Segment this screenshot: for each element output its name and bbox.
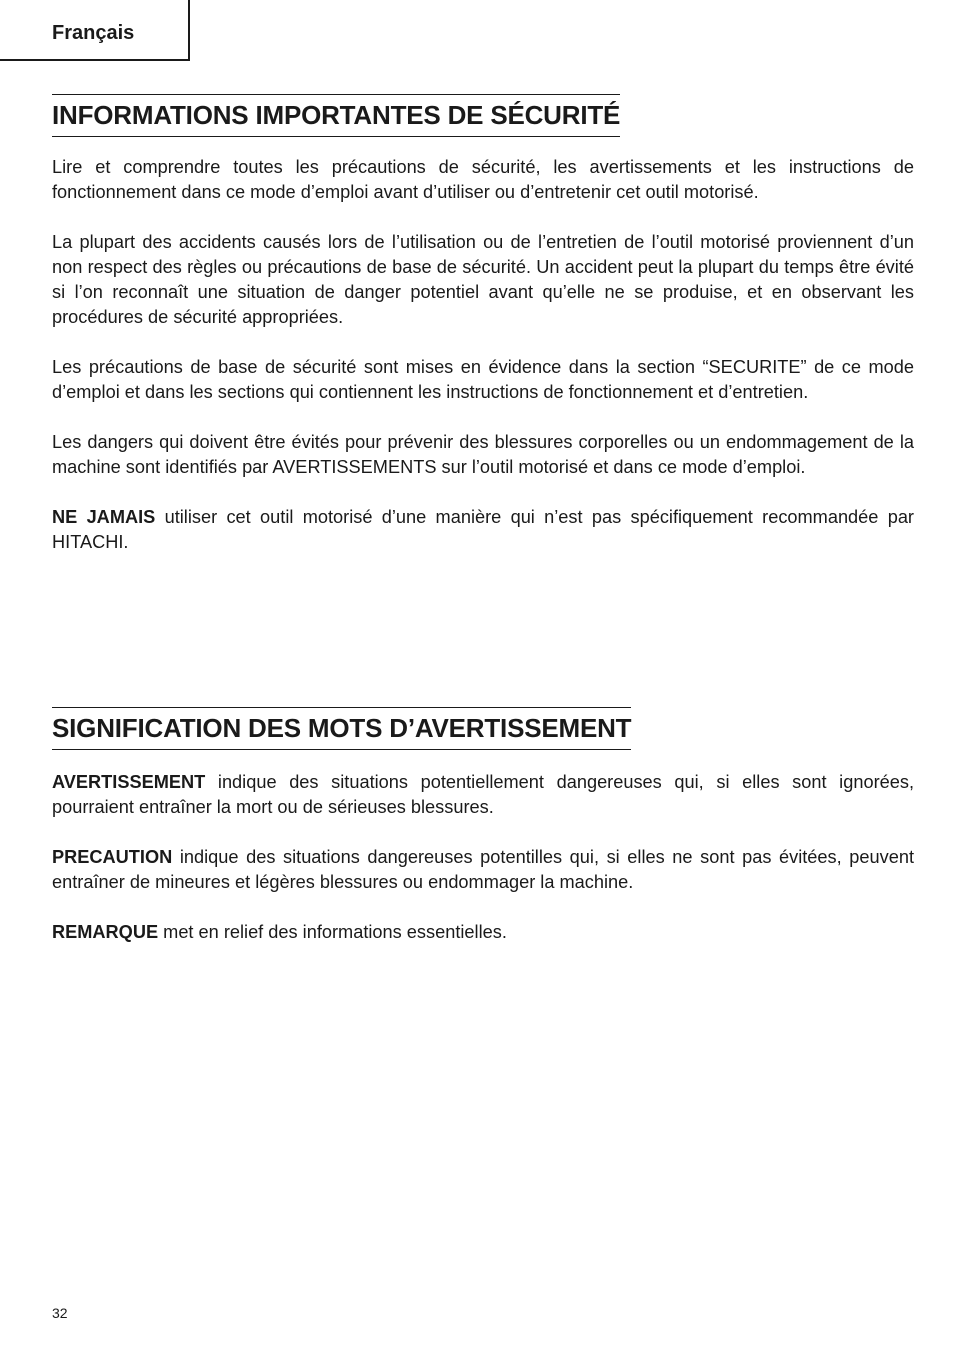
caution-term: PRECAUTION bbox=[52, 847, 173, 867]
caution-definition bbox=[52, 845, 914, 895]
signal-words-section bbox=[52, 707, 914, 945]
note-definition bbox=[52, 920, 914, 945]
language-label: Français bbox=[52, 22, 135, 44]
safety-section-body bbox=[52, 155, 914, 555]
note-term: REMARQUE bbox=[52, 922, 159, 942]
safety-paragraph-2: La plupart des accidents causés lors de l’utilisation ou de l’entretien de l’outil motorisé proviennent d’un non respect des règles ou précautions de base de sécurité. Un accident peut la plupart du temps être évité si l’on reconnaît une situation de danger potentiel avant qu’elle ne se produise, et en observant les procédures de sécurité appropriées. bbox=[52, 232, 914, 327]
never-text: utiliser cet outil motorisé d’une manière qui n’est pas spécifiquement recommandée par HITACHI. bbox=[52, 507, 914, 552]
safety-information-section bbox=[52, 94, 914, 555]
caution-text: indique des situations dangereuses potentilles qui, si elles ne sont pas évitées, peuvent entraîner de mineures et légères blessures ou endommager la machine. bbox=[52, 847, 914, 892]
note-text: met en relief des informations essentielles. bbox=[158, 922, 507, 942]
safety-section-title: INFORMATIONS IMPORTANTES DE SÉCURITÉ bbox=[52, 94, 620, 137]
warning-text: indique des situations potentiellement dangereuses qui, si elles sont ignorées, pourraient entraîner la mort ou de sérieuses blessures. bbox=[52, 772, 914, 817]
safety-paragraph-5 bbox=[52, 505, 914, 555]
safety-paragraph-4: Les dangers qui doivent être évités pour prévenir des blessures corporelles ou un endommagement de la machine sont identifiés par AVERTISSEMENTS sur l’outil motorisé et dans ce mode d’emploi. bbox=[52, 432, 914, 477]
signal-words-body bbox=[52, 770, 914, 945]
never-emphasis: NE JAMAIS bbox=[52, 507, 156, 527]
warning-term: AVERTISSEMENT bbox=[52, 772, 206, 792]
safety-paragraph-3: Les précautions de base de sécurité sont mises en évidence dans la section “SECURITE” de ce mode d’emploi et dans les sections qui contiennent les instructions de fonctionnement et d’entretien. bbox=[52, 357, 914, 402]
page-number: 32 bbox=[52, 1305, 68, 1321]
warning-definition bbox=[52, 770, 914, 820]
signal-words-title: SIGNIFICATION DES MOTS D’AVERTISSEMENT bbox=[52, 707, 631, 750]
safety-paragraph-1: Lire et comprendre toutes les précautions de sécurité, les avertissements et les instructions de fonctionnement dans ce mode d’emploi avant d’utiliser ou d’entretenir cet outil motorisé. bbox=[52, 157, 914, 202]
